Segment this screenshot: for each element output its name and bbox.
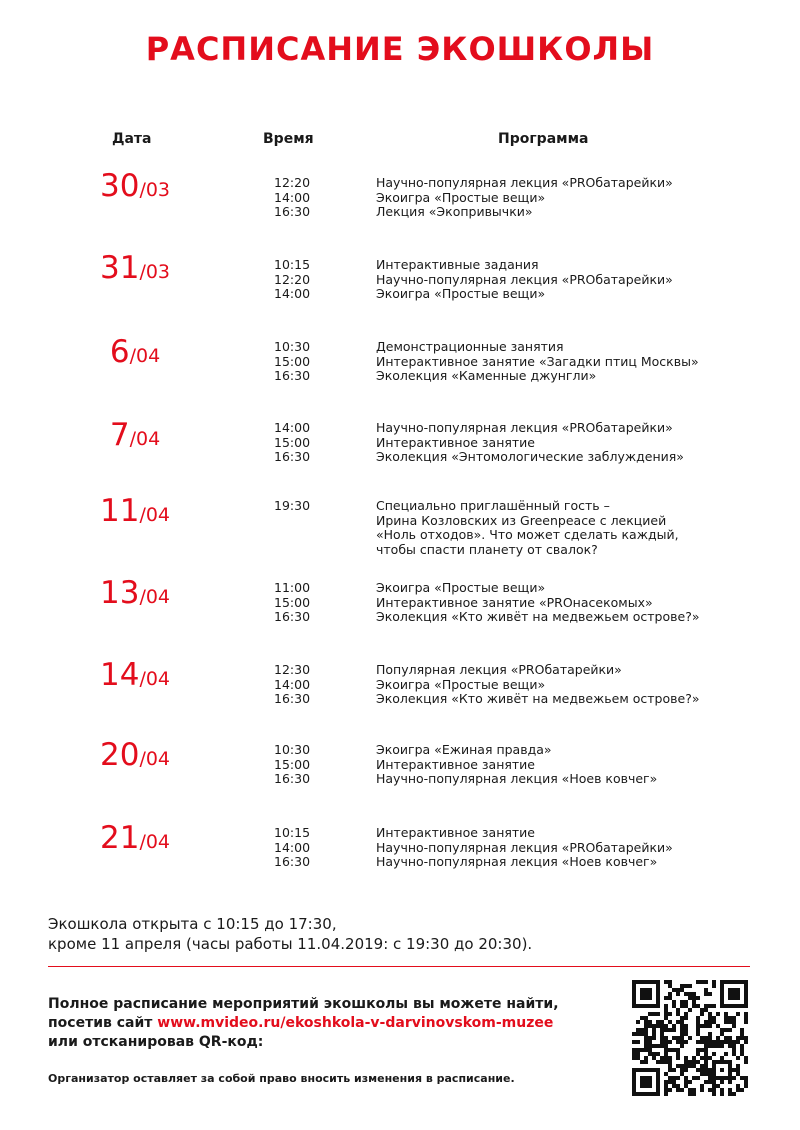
time-slot: 14:00	[274, 420, 311, 435]
schedule-times	[274, 176, 310, 220]
program-item: Научно-популярная лекция «Ноев ковчег»	[376, 771, 658, 786]
program-item: Интерактивное занятие	[376, 756, 535, 772]
program-item: Ирина Козловских из Greenpeace с лекцией	[376, 512, 667, 528]
info-line-qr: или отсканировав QR-код:	[48, 1034, 264, 1050]
schedule-programs	[376, 176, 673, 220]
schedule-programs	[376, 826, 673, 870]
date-day: 11	[99, 493, 140, 529]
schedule-times	[274, 581, 310, 625]
schedule-date	[0, 417, 270, 453]
schedule-times	[274, 421, 310, 465]
schedule-date	[0, 334, 270, 370]
schedule-programs	[376, 340, 699, 384]
date-month: /04	[129, 345, 161, 367]
time-slot: 16:30	[274, 854, 311, 869]
time-slot: 14:00	[274, 286, 311, 301]
time-slot: 16:30	[274, 771, 311, 786]
schedule-programs	[376, 663, 699, 707]
time-slot: 14:00	[274, 189, 311, 205]
program-item: Экоигра «Простые вещи»	[376, 580, 546, 595]
date-day: 31	[99, 250, 140, 286]
program-item: Эколекция «Кто живёт на медвежьем острове?»	[376, 691, 700, 706]
program-item: «Ноль отходов». Что может сделать каждый,	[376, 527, 679, 542]
column-header-program: Программа	[498, 131, 589, 147]
date-day: 7	[109, 417, 130, 453]
program-item: Демонстрационные занятия	[376, 339, 564, 354]
time-slot: 19:30	[274, 498, 311, 513]
date-month: /04	[139, 831, 171, 853]
schedule-times	[274, 826, 310, 870]
time-slot: 15:00	[274, 756, 311, 772]
column-header-time: Время	[263, 131, 314, 147]
program-item: Эколекция «Каменные джунгли»	[376, 368, 597, 383]
opening-hours-line: Экошкола открыта с 10:15 до 17:30,	[48, 915, 337, 933]
program-item: Специально приглашённый гость –	[376, 498, 610, 513]
time-slot: 16:30	[274, 449, 311, 464]
schedule-times	[274, 340, 310, 384]
date-day: 14	[99, 657, 140, 693]
program-item: Научно-популярная лекция «PROбатарейки»	[376, 271, 673, 287]
column-header-date: Дата	[112, 131, 152, 147]
date-day: 20	[99, 737, 140, 773]
program-item: Лекция «Экопривычки»	[376, 204, 533, 219]
program-item: Эколекция «Кто живёт на медвежьем острове?»	[376, 609, 700, 624]
date-month: /03	[139, 261, 171, 283]
qr-code-icon[interactable]	[632, 980, 748, 1096]
time-slot: 10:30	[274, 742, 311, 757]
program-item: Интерактивное занятие	[376, 825, 535, 840]
schedule-date	[0, 657, 270, 693]
schedule-programs	[376, 421, 684, 465]
program-item: Эколекция «Энтомологические заблуждения»	[376, 449, 684, 464]
schedule-date	[0, 737, 270, 773]
date-day: 6	[109, 334, 130, 370]
schedule-times	[274, 258, 310, 302]
program-item: Научно-популярная лекция «Ноев ковчег»	[376, 854, 658, 869]
time-slot: 12:20	[274, 175, 311, 190]
time-slot: 12:20	[274, 271, 311, 287]
time-slot: 10:30	[274, 339, 311, 354]
opening-hours-exception: кроме 11 апреля (часы работы 11.04.2019: с 19:30 до 20:30).	[48, 935, 533, 953]
program-item: чтобы спасти планету от свалок?	[376, 541, 598, 557]
program-item: Интерактивное занятие	[376, 434, 535, 450]
time-slot: 11:00	[274, 580, 311, 595]
website-link[interactable]: www.mvideo.ru/ekoshkola-v-darvinovskom-muzee	[157, 1015, 554, 1031]
schedule-programs	[376, 743, 657, 787]
program-item: Экоигра «Простые вещи»	[376, 286, 546, 301]
time-slot: 14:00	[274, 839, 311, 855]
date-month: /03	[139, 179, 171, 201]
date-month: /04	[139, 504, 171, 526]
info-line: Полное расписание мероприятий экошколы вы можете найти,	[48, 996, 559, 1012]
time-slot: 15:00	[274, 594, 311, 610]
program-item: Научно-популярная лекция «PROбатарейки»	[376, 175, 673, 190]
program-item: Научно-популярная лекция «PROбатарейки»	[376, 839, 673, 855]
date-month: /04	[129, 428, 161, 450]
program-item: Экоигра «Простые вещи»	[376, 676, 546, 692]
time-slot: 10:15	[274, 825, 311, 840]
schedule-date	[0, 168, 270, 204]
info-line-site	[48, 1014, 608, 1033]
divider	[48, 966, 750, 967]
date-day: 21	[99, 820, 140, 856]
page-title: РАСПИСАНИЕ ЭКОШКОЛЫ	[145, 30, 655, 68]
schedule-times	[274, 499, 310, 514]
schedule-date	[0, 250, 270, 286]
schedule-date	[0, 820, 270, 856]
schedule-times	[274, 663, 310, 707]
program-item: Экоигра «Ежиная правда»	[376, 742, 552, 757]
schedule-info	[48, 995, 608, 1052]
program-item: Интерактивное занятие «Загадки птиц Москвы»	[376, 353, 699, 369]
program-item: Интерактивное занятие «PROнасекомых»	[376, 594, 653, 610]
program-item: Популярная лекция «PROбатарейки»	[376, 662, 622, 677]
disclaimer-note: Организатор оставляет за собой право вносить изменения в расписание.	[48, 1072, 515, 1085]
program-item: Интерактивные задания	[376, 257, 539, 272]
date-month: /04	[139, 748, 171, 770]
date-month: /04	[139, 668, 171, 690]
date-day: 30	[99, 168, 140, 204]
time-slot: 16:30	[274, 609, 311, 624]
program-item: Научно-популярная лекция «PROбатарейки»	[376, 420, 673, 435]
time-slot: 12:30	[274, 662, 311, 677]
info-prefix: посетив сайт	[48, 1015, 158, 1031]
schedule-programs	[376, 499, 679, 557]
time-slot: 16:30	[274, 691, 311, 706]
schedule-programs	[376, 258, 673, 302]
date-month: /04	[139, 586, 171, 608]
time-slot: 15:00	[274, 434, 311, 450]
opening-hours	[48, 914, 532, 954]
time-slot: 10:15	[274, 257, 311, 272]
schedule-programs	[376, 581, 699, 625]
schedule-times	[274, 743, 310, 787]
time-slot: 16:30	[274, 204, 311, 219]
schedule-date	[0, 575, 270, 611]
program-item: Экоигра «Простые вещи»	[376, 189, 546, 205]
time-slot: 16:30	[274, 368, 311, 383]
time-slot: 14:00	[274, 676, 311, 692]
schedule-date	[0, 493, 270, 529]
date-day: 13	[99, 575, 140, 611]
time-slot: 15:00	[274, 353, 311, 369]
